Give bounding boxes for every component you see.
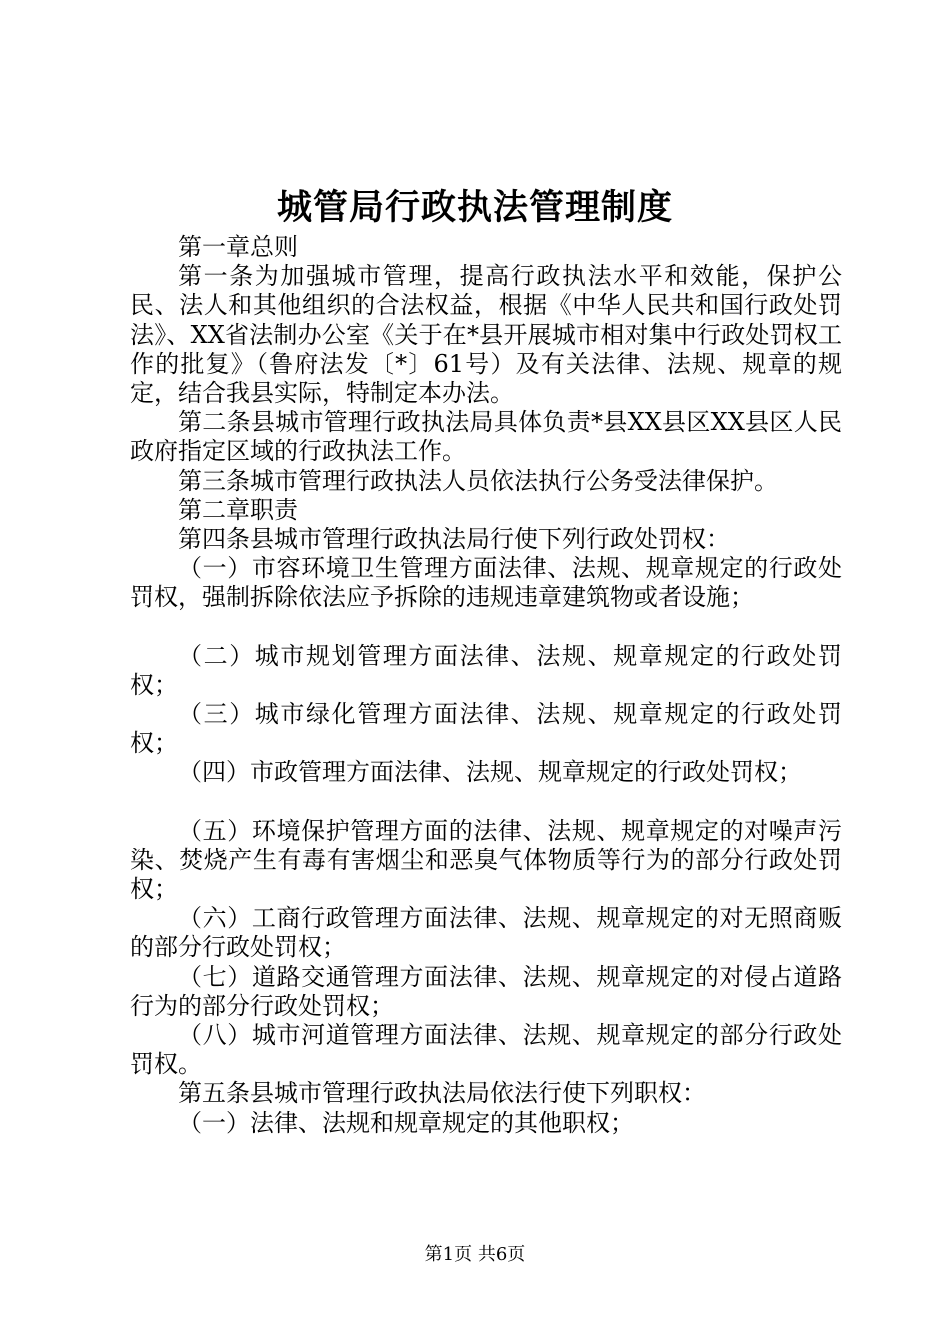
spacer (130, 613, 842, 642)
document-body (130, 233, 842, 1138)
chapter-heading: 第二章职责 (178, 495, 298, 524)
chapter-heading: 第一章总则 (178, 233, 298, 261)
list-item: （一）法律、法规和规章规定的其他职权； (178, 1108, 634, 1137)
document-title: 城管局行政执法管理制度 (276, 187, 673, 228)
article-paragraph: 第三条城市管理行政执法人员依法执行公务受法律保护。 (178, 466, 778, 495)
list-item: （五）环境保护管理方面的法律、法规、规章规定的对噪声污染、焚烧产生有毒有害烟尘和恶臭气体物质等行为的部分行政处罚权； (130, 816, 842, 904)
spacer (130, 788, 842, 817)
list-item: （二）城市规划管理方面法律、法规、规章规定的行政处罚权； (130, 641, 842, 699)
list-item: （六）工商行政管理方面法律、法规、规章规定的对无照商贩的部分行政处罚权； (130, 904, 842, 962)
article-paragraph: 第一条为加强城市管理，提高行政执法水平和效能，保护公民、法人和其他组织的合法权益，根据《中华人民共和国行政处罚法》、XX省法制办公室《关于在*县开展城市相对集中行政处罚权工作的批复》（鲁府法发〔*〕61号）及有关法律、法规、规章的规定，结合我县实际，特制定本办法。 (130, 262, 842, 408)
article-paragraph: 第二条县城市管理行政执法局具体负责*县XX县区XX县区人民政府指定区域的行政执法工作。 (130, 408, 842, 466)
article-paragraph: 第五条县城市管理行政执法局依法行使下列职权： (178, 1079, 706, 1108)
article-paragraph: 第四条县城市管理行政执法局行使下列行政处罚权： (178, 525, 730, 554)
page-footer: 第1页 共6页 (424, 1244, 526, 1265)
list-item: （八）城市河道管理方面法律、法规、规章规定的部分行政处罚权。 (130, 1021, 842, 1079)
list-item: （一）市容环境卫生管理方面法律、法规、规章规定的行政处罚权，强制拆除依法应予拆除的违规违章建筑物或者设施； (130, 554, 842, 612)
list-item: （三）城市绿化管理方面法律、法规、规章规定的行政处罚权； (130, 700, 842, 758)
list-item: （四）市政管理方面法律、法规、规章规定的行政处罚权； (178, 758, 802, 787)
list-item: （七）道路交通管理方面法律、法规、规章规定的对侵占道路行为的部分行政处罚权； (130, 962, 842, 1020)
